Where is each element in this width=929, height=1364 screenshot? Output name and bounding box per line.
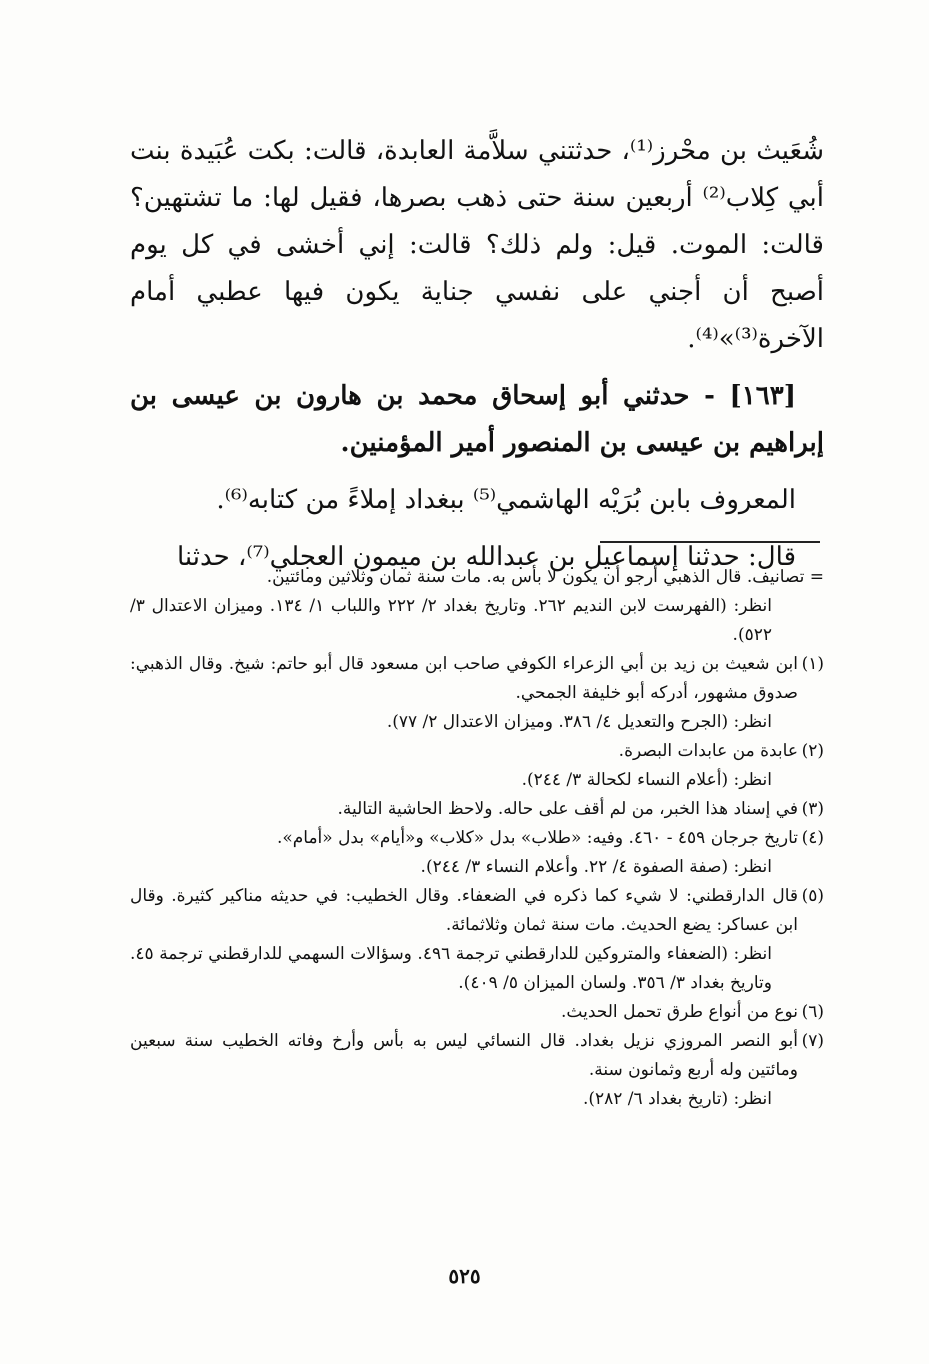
footnote-text: قال الدارقطني: لا شيء كما ذكره في الضعفاء. وقال الخطيب: في حديثه مناكير كثيرة. وقال ابن عساكر: يضع الحديث. مات سنة ثمان وثلاثمائة. xyxy=(130,886,798,935)
footnote-text: نوع من أنواع طرق تحمل الحديث. xyxy=(561,1002,798,1022)
footnote-text: أبو النصر المروزي نزيل بغداد. قال النسائي ليس به بأس وأرخ وفاته الخطيب سنة سبعين ومائتين وله أربع وثمانون سنة. xyxy=(130,1031,798,1080)
footnote-4 xyxy=(130,824,824,853)
footnote-4-ref: انظر: (صفة الصفوة ٤/ ٢٢. وأعلام النساء ٣/ ٢٤٤). xyxy=(420,857,772,877)
footnote-number: (٥) xyxy=(801,886,824,906)
main-paragraph-1: شُعَيث بن محْرز⁽¹⁾، حدثتني سلاَّمة العابدة، قالت: بكت عُبَيدة بنت أبي كِلاب⁽²⁾ أربعين سنة حتى ذهب بصرها، فقيل لها: ما تشتهين؟ قالت: الموت. قيل: ولم ذلك؟ قالت: إني أخشى في كل يوم أصبح أن أجني على نفسي جناية يكون فيها عطبي أمام الآخرة⁽³⁾»⁽⁴⁾. xyxy=(130,136,824,354)
footnote-6 xyxy=(130,998,824,1027)
footnote-text: تاريخ جرجان ٤٥٩ - ٤٦٠. وفيه: «طلاب» بدل «كلاب» و«أيام» بدل «أمام». xyxy=(276,828,798,848)
footnote-3 xyxy=(130,795,824,824)
footnote-1 xyxy=(130,650,824,708)
footnote-5-ref: انظر: (الضعفاء والمتروكين للدارقطني ترجمة ٤٩٦. وسؤالات السهمي للدارقطني ترجمة ٤٥. وتاريخ بغداد ٣/ ٣٥٦. ولسان الميزان ٥/ ٤٠٩). xyxy=(130,944,772,993)
footnote-number: (٣) xyxy=(801,799,824,819)
footnote-number: (٧) xyxy=(801,1031,824,1051)
footnote-2 xyxy=(130,737,824,766)
main-paragraph-3: المعروف بابن بُرَيْه الهاشمي⁽⁵⁾ ببغداد إملاءً من كتابه⁽⁶⁾. xyxy=(216,485,796,515)
page-number: ٥٢٥ xyxy=(448,1264,481,1288)
footnote-number: (٦) xyxy=(801,1002,824,1022)
main-paragraph-4: قال: حدثنا إسماعيل بن عبدالله بن ميمون العجلي⁽⁷⁾، حدثنا xyxy=(176,542,796,572)
footnote-number: (٤) xyxy=(801,828,824,848)
footnote-separator xyxy=(600,541,820,543)
footnote-text: في إسناد هذا الخبر، من لم أقف على حاله. ولاحظ الحاشية التالية. xyxy=(337,799,798,819)
footnote-text: عابدة من عابدات البصرة. xyxy=(618,741,798,761)
footnote-continuation-ref: انظر: (الفهرست لابن النديم ٢٦٢. وتاريخ بغداد ٢/ ٢٢٢ واللباب ١/ ١٣٤. وميزان الاعتدال ٣/ ٥٢٢). xyxy=(130,596,772,645)
footnote-7 xyxy=(130,1027,824,1085)
main-text xyxy=(130,128,824,581)
footnote-number: (٢) xyxy=(801,741,824,761)
footnote-2-ref: انظر: (أعلام النساء لكحالة ٣/ ٢٤٤). xyxy=(521,770,772,790)
footnote-7-ref: انظر: (تاريخ بغداد ٦/ ٢٨٢). xyxy=(582,1089,772,1109)
footnote-continuation: = تصانيف. قال الذهبي أرجو أن يكون لا بأس به. مات سنة ثمان وثلاثين ومائتين. xyxy=(266,567,824,587)
hadith-heading-163: [١٦٣] - حدثني أبو إسحاق محمد بن هارون بن عيسى بن إبراهيم بن عيسى بن المنصور أمير المؤمنين. xyxy=(130,381,824,458)
footnote-number: (١) xyxy=(801,654,824,674)
footnote-5 xyxy=(130,882,824,940)
footnote-text: ابن شعيث بن زيد بن أبي الزعراء الكوفي صاحب ابن مسعود قال أبو حاتم: شيخ. وقال الذهبي: صدوق مشهور، أدركه أبو خليفة الجمحي. xyxy=(130,654,798,703)
footnote-1-ref: انظر: (الجرح والتعديل ٤/ ٣٨٦. وميزان الاعتدال ٢/ ٧٧). xyxy=(386,712,772,732)
footnotes xyxy=(130,563,824,1114)
